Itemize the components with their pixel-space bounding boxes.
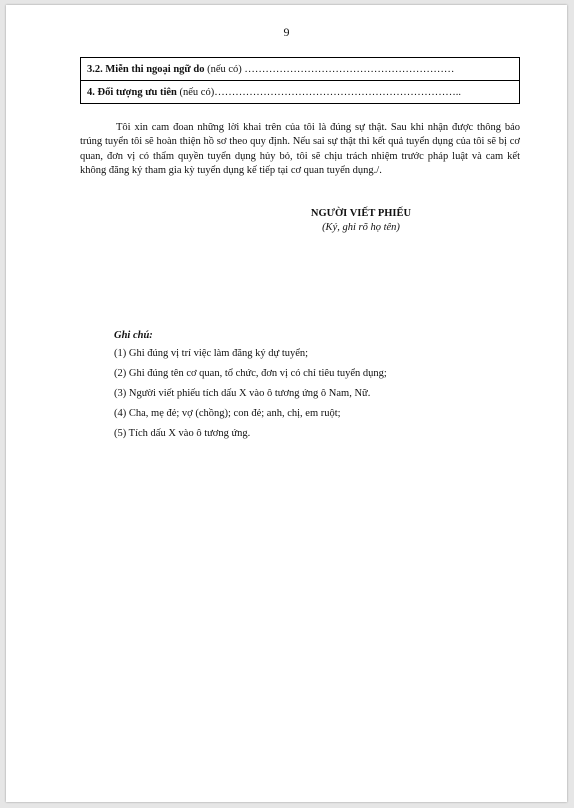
form-cell (81, 81, 520, 104)
field-hint: (nếu có) (176, 86, 215, 98)
signer-instruction: (Ký, ghi rõ họ tên) (322, 222, 400, 233)
declaration-paragraph: Tôi xin cam đoan những lời khai trên của tôi là đúng sự thật. Sau khi nhận được thông báo trúng tuyển tôi sẽ hoàn thiện hồ sơ theo quy định. Nếu sai sự thật thì kết quả tuyển dụng của tôi sẽ bị cơ quan, đơn vị có thẩm quyền tuyển dụng hủy bỏ, tôi sẽ chịu trách nhiệm trước pháp luật và cam kết không đăng ký tham gia kỳ tuyển dụng kế tiếp tại cơ quan tuyển dụng./. (80, 122, 520, 177)
field-fill-line: …………………………………………………………….. (214, 86, 461, 98)
form-table (80, 57, 520, 104)
notes-section (114, 330, 534, 447)
field-label: 3.2. Miễn thi ngoại ngữ do (87, 63, 205, 75)
note-item: (3) Người viết phiếu tích dấu X vào ô tương ứng ô Nam, Nữ. (114, 388, 371, 399)
document-page (6, 5, 567, 802)
note-item: (4) Cha, mẹ đẻ; vợ (chồng); con đẻ; anh, chị, em ruột; (114, 408, 341, 419)
form-row-priority-group (81, 81, 520, 104)
field-hint: (nếu có) (204, 63, 245, 75)
note-item: (5) Tích dấu X vào ô tương ứng. (114, 428, 251, 439)
note-item: (2) Ghi đúng tên cơ quan, tổ chức, đơn vị có chỉ tiêu tuyển dụng; (114, 368, 387, 379)
note-item: (1) Ghi đúng vị trí việc làm đăng ký dự tuyển; (114, 348, 309, 359)
notes-title: Ghi chú: (114, 330, 153, 341)
page-number: 9 (283, 25, 290, 39)
form-cell (81, 58, 520, 81)
signature-block (261, 207, 461, 235)
field-label: 4. Đối tượng ưu tiên (87, 86, 177, 98)
field-fill-line: …………………………………………………… (244, 63, 455, 75)
signer-title: NGƯỜI VIẾT PHIẾU (310, 208, 412, 219)
form-row-language-exemption (81, 58, 520, 81)
